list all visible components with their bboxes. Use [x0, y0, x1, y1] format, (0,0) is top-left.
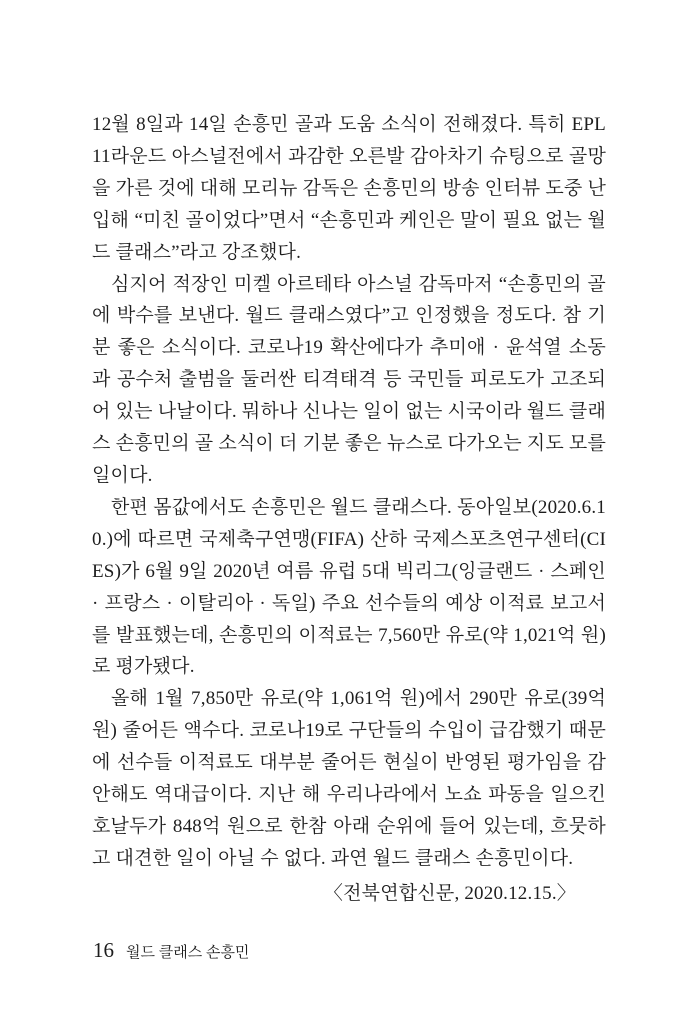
paragraph-1: 12월 8일과 14일 손흥민 골과 도움 소식이 전해졌다. 특히 EPL 11라운드 아스널전에서 과감한 오른발 감아차기 슈팅으로 골망을 가른 것에 대해 모리뉴 감독은 손흥민의 방송 인터뷰 도중 난입해 “미친 골이었다”면서 “손흥민과 케인은 말이 필요 없는 월드 클래스”라고 강조했다. [92, 114, 606, 263]
page-number: 16 [93, 938, 114, 962]
page-footer [93, 938, 249, 963]
running-title: 월드 클래스 손흥민 [126, 945, 250, 961]
paragraph-2: 심지어 적장인 미켈 아르테타 아스널 감독마저 “손흥민의 골에 박수를 보낸다. 월드 클래스였다”고 인정했을 정도다. 참 기분 좋은 소식이다. 코로나19 확산에다가 추미애 · 윤석열 소동과 공수처 출범을 둘러싼 티격태격 등 국민들 피로도가 고조되어 있는 나날이다. 뭐하나 신나는 일이 없는 시국이라 월드 클래스 손흥민의 골 소식이 더 기분 좋은 뉴스로 다가오는 지도 모를 일이다. [92, 273, 606, 486]
paragraph-4: 올해 1월 7,850만 유로(약 1,061억 원)에서 290만 유로(39억 원) 줄어든 액수다. 코로나19로 구단들의 수입이 급감했기 때문에 선수들 이적료도 대부분 줄어든 현실이 반영된 평가임을 감안해도 역대급이다. 지난 해 우리나라에서 노쇼 파동을 일으킨 호날두가 848억 원으로 한참 아래 순위에 들어 있는데, 흐뭇하고 대견한 일이 아닐 수 없다. 과연 월드 클래스 손흥민이다. [92, 688, 606, 869]
source-citation: 〈전북연합신문, 2020.12.15.〉 [323, 882, 576, 904]
paragraph-3: 한편 몸값에서도 손흥민은 월드 클래스다. 동아일보(2020.6.10.)에 따르면 국제축구연맹(FIFA) 산하 국제스포츠연구센터(CIES)가 6월 9일 2020년 여름 유럽 5대 빅리그(잉글랜드 · 스페인 · 프랑스 · 이탈리아 · 독일) 주요 선수들의 예상 이적료 보고서를 발표했는데, 손흥민의 이적료는 7,560만 유로(약 1,021억 원)로 평가됐다. [92, 496, 606, 678]
page-body-text [92, 109, 606, 910]
